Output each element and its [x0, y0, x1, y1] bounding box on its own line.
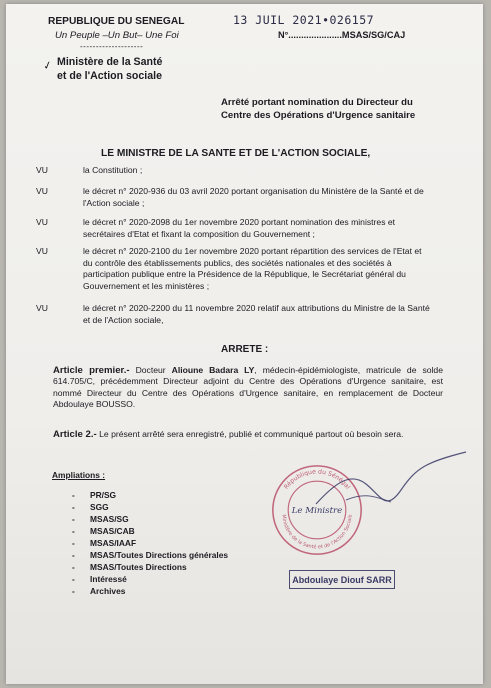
reference-number: N°.....................MSAS/SG/CAJ [278, 30, 406, 40]
header-separator: -------------------- [80, 42, 144, 51]
checkmark-icon: ✓ [41, 58, 54, 73]
list-bullet: - [72, 514, 75, 524]
appointee-name: Alioune Badara LY [171, 365, 255, 375]
vu-item-constitution: la Constitution ; [83, 165, 143, 175]
ampliations-heading: Ampliations : [52, 470, 106, 480]
subject-line2: Centre des Opérations d'Urgence sanitaire [221, 110, 416, 121]
handwritten-signature [306, 442, 476, 522]
vu-item-decree-2100: le décret n° 2020-2100 du 1er novembre 2020 portant répartition des services de l'Etat et du contrôle des établissements publics, des sociétés nationales et des sociétés à participation publique entre la Présidence de la République, le Secrétariat général du Gouvernement et les ministères ; [83, 246, 422, 291]
article-1 [53, 365, 443, 411]
date-stamp: 13 JUIL 2021•026157 [233, 13, 375, 27]
seal-ring-top: République du Sénégal [282, 468, 352, 491]
vu-label: VU [36, 246, 48, 256]
minister-heading: LE MINISTRE DE LA SANTE ET DE L'ACTION SOCIALE, [101, 148, 371, 159]
list-bullet: - [72, 490, 75, 500]
article-1-text-before: Docteur [129, 365, 172, 375]
ampliation-item: MSAS/SG [90, 514, 129, 524]
document-page [6, 4, 483, 684]
ampliation-item: MSAS/Toutes Directions [90, 562, 187, 572]
republic-title: REPUBLIQUE DU SENEGAL [48, 16, 185, 27]
national-motto: Un Peuple –Un But– Une Foi [55, 30, 179, 41]
vu-label: VU [36, 217, 48, 227]
list-bullet: - [72, 562, 75, 572]
seal-ring-bottom: Ministère de la Santé et de l'Action Sociale [280, 514, 354, 551]
vu-item-decree-2098: le décret n° 2020-2098 du 1er novembre 2020 portant nomination des ministres et secrétaires d'Etat et fixant la composition du Gouvernement ; [83, 217, 396, 239]
list-bullet: - [72, 502, 75, 512]
signatory-name: Abdoulaye Diouf SARR [289, 570, 395, 589]
list-bullet: - [72, 586, 75, 596]
ampliation-item: Intéressé [90, 574, 127, 584]
ampliation-item: MSAS/CAB [90, 526, 135, 536]
list-bullet: - [72, 550, 75, 560]
seal-center-text: Le Ministre [291, 505, 343, 516]
ampliation-item: SGG [90, 502, 109, 512]
vu-item-decree-936: le décret n° 2020-936 du 03 avril 2020 portant organisation du Ministère de la Santé et de l'Action sociale ; [83, 186, 424, 208]
article-1-label: Article premier.- [53, 365, 130, 376]
ministry-name-line2: et de l'Action sociale [57, 70, 162, 82]
ampliation-item: Archives [90, 586, 126, 596]
subject-line1: Arrêté portant nomination du Directeur du [221, 97, 413, 108]
article-1-text-after: , médecin-épidémiologiste, matricule de solde 614.705/C, précédemment Directeur adjoint du Centre des Opérations d'Urgence sanitaire, est nommé Directeur du Centre des Opérations d'Urgence sanitaire, en remplacement de Docteur Abdoulaye BOUSSO. [53, 365, 443, 410]
ministry-name-line1: Ministère de la Santé [57, 56, 163, 68]
vu-label: VU [36, 165, 48, 175]
list-bullet: - [72, 526, 75, 536]
list-bullet: - [72, 574, 75, 584]
list-bullet: - [72, 538, 75, 548]
vu-label: VU [36, 303, 48, 313]
ampliation-item: PR/SG [90, 490, 117, 500]
arrete-heading: ARRETE : [221, 344, 269, 355]
vu-label: VU [36, 186, 48, 196]
ampliation-item: MSAS/IAAF [90, 538, 137, 548]
ampliation-item: MSAS/Toutes Directions générales [90, 550, 229, 560]
article-2 [53, 429, 443, 440]
vu-item-decree-2200: le décret n° 2020-2200 du 11 novembre 2020 relatif aux attributions du Ministre de la Santé et de l'Action sociale, [83, 303, 430, 325]
article-2-label: Article 2.- [53, 429, 97, 440]
article-2-text: Le présent arrêté sera enregistré, publié et communiqué partout où besoin sera. [96, 429, 404, 439]
